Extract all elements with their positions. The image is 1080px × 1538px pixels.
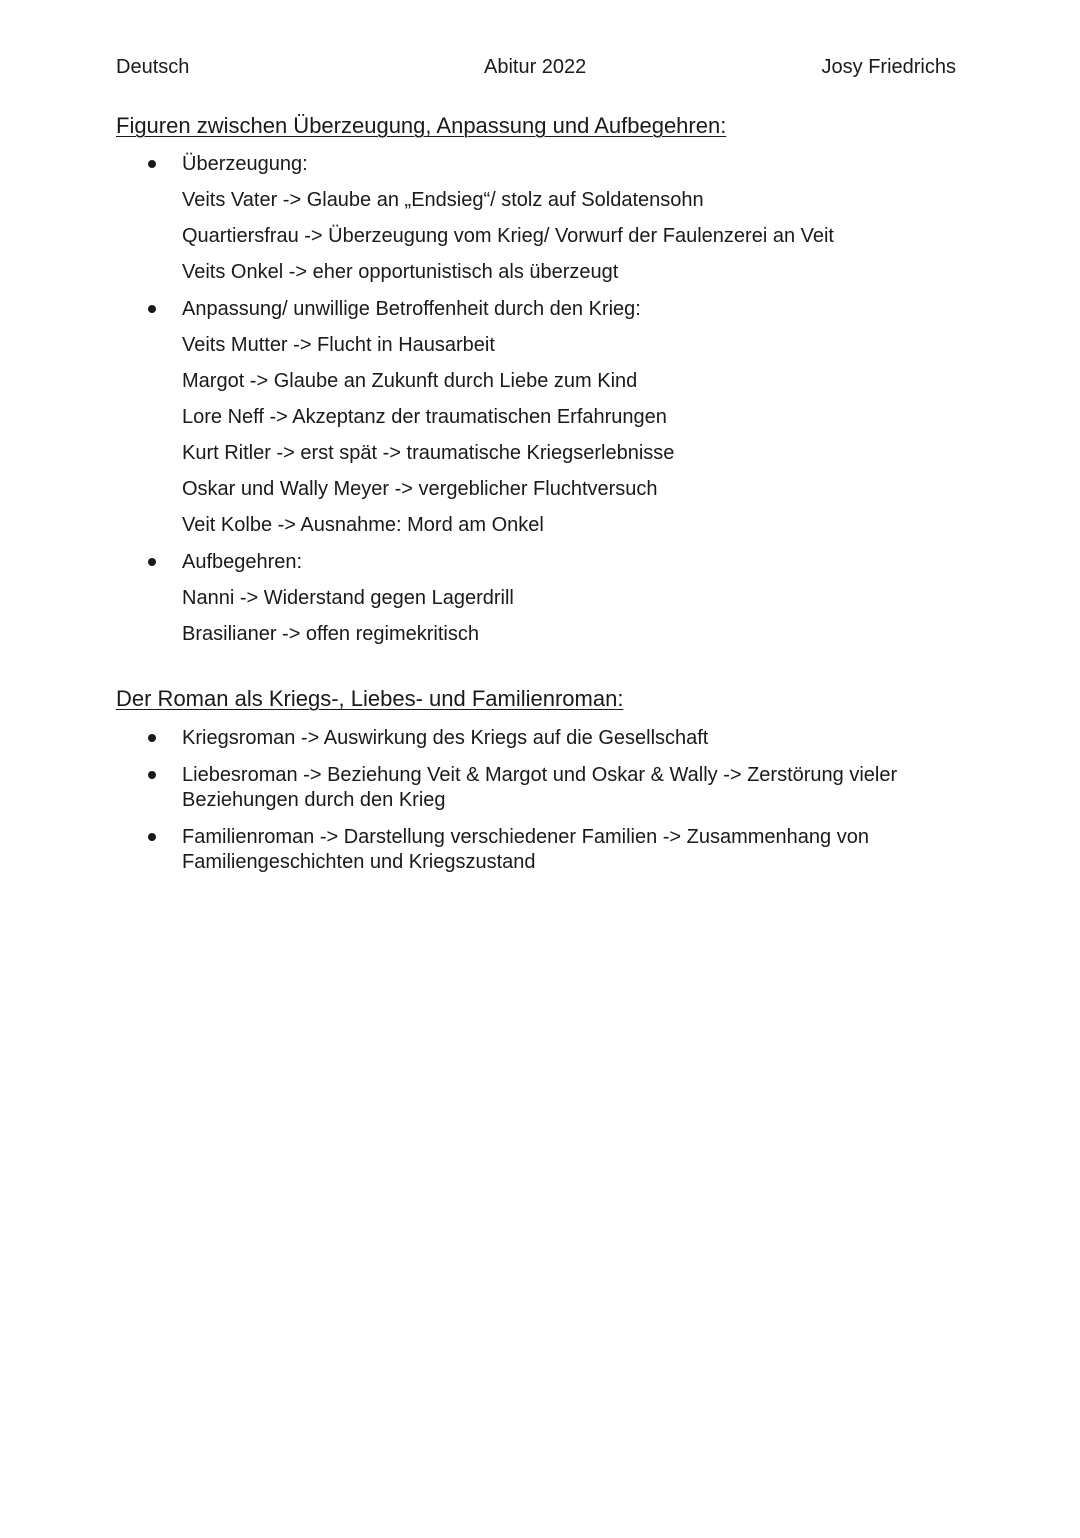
list-item: Margot -> Glaube an Zukunft durch Liebe zum Kind bbox=[182, 370, 638, 392]
header-subject: Deutsch bbox=[116, 56, 190, 78]
header-author: Josy Friedrichs bbox=[821, 56, 956, 78]
list-item: Kriegsroman -> Auswirkung des Kriegs auf die Gesellschaft bbox=[182, 727, 709, 749]
list-item: Liebesroman -> Beziehung Veit & Margot und Oskar & Wally -> Zerstörung vieler Beziehungen durch den Krieg bbox=[182, 764, 898, 811]
list-item: Lore Neff -> Akzeptanz der traumatischen Erfahrungen bbox=[182, 406, 667, 428]
list-item: Veits Onkel -> eher opportunistisch als überzeugt bbox=[182, 261, 619, 283]
list-item: Familienroman -> Darstellung verschiedener Familien -> Zusammenhang von Familiengeschichten und Kriegszustand bbox=[182, 826, 869, 873]
list-item: Brasilianer -> offen regimekritisch bbox=[182, 623, 479, 645]
group-label-anpassung: Anpassung/ unwillige Betroffenheit durch den Krieg: bbox=[182, 298, 641, 320]
group-label-aufbegehren: Aufbegehren: bbox=[182, 551, 303, 573]
bullet-icon bbox=[148, 771, 156, 779]
bullet-icon bbox=[148, 305, 156, 313]
bullet-icon bbox=[148, 734, 156, 742]
list-item: Veits Vater -> Glaube an „Endsieg“/ stolz auf Soldatensohn bbox=[182, 189, 704, 211]
list-item: Nanni -> Widerstand gegen Lagerdrill bbox=[182, 587, 514, 609]
list-item: Kurt Ritler -> erst spät -> traumatische Kriegserlebnisse bbox=[182, 442, 675, 464]
bullet-icon bbox=[148, 833, 156, 841]
list-item: Veit Kolbe -> Ausnahme: Mord am Onkel bbox=[182, 514, 544, 536]
section-title-roman: Der Roman als Kriegs-, Liebes- und Familienroman: bbox=[116, 686, 624, 711]
page-header bbox=[116, 56, 956, 82]
section-title-figuren: Figuren zwischen Überzeugung, Anpassung und Aufbegehren: bbox=[116, 113, 727, 138]
bullet-icon bbox=[148, 558, 156, 566]
list-item: Quartiersfrau -> Überzeugung vom Krieg/ Vorwurf der Faulenzerei an Veit bbox=[182, 225, 834, 247]
group-label-ueberzeugung: Überzeugung: bbox=[182, 153, 308, 175]
list-item: Veits Mutter -> Flucht in Hausarbeit bbox=[182, 334, 495, 356]
bullet-icon bbox=[148, 160, 156, 168]
header-exam: Abitur 2022 bbox=[484, 56, 587, 78]
list-item: Oskar und Wally Meyer -> vergeblicher Fluchtversuch bbox=[182, 478, 658, 500]
